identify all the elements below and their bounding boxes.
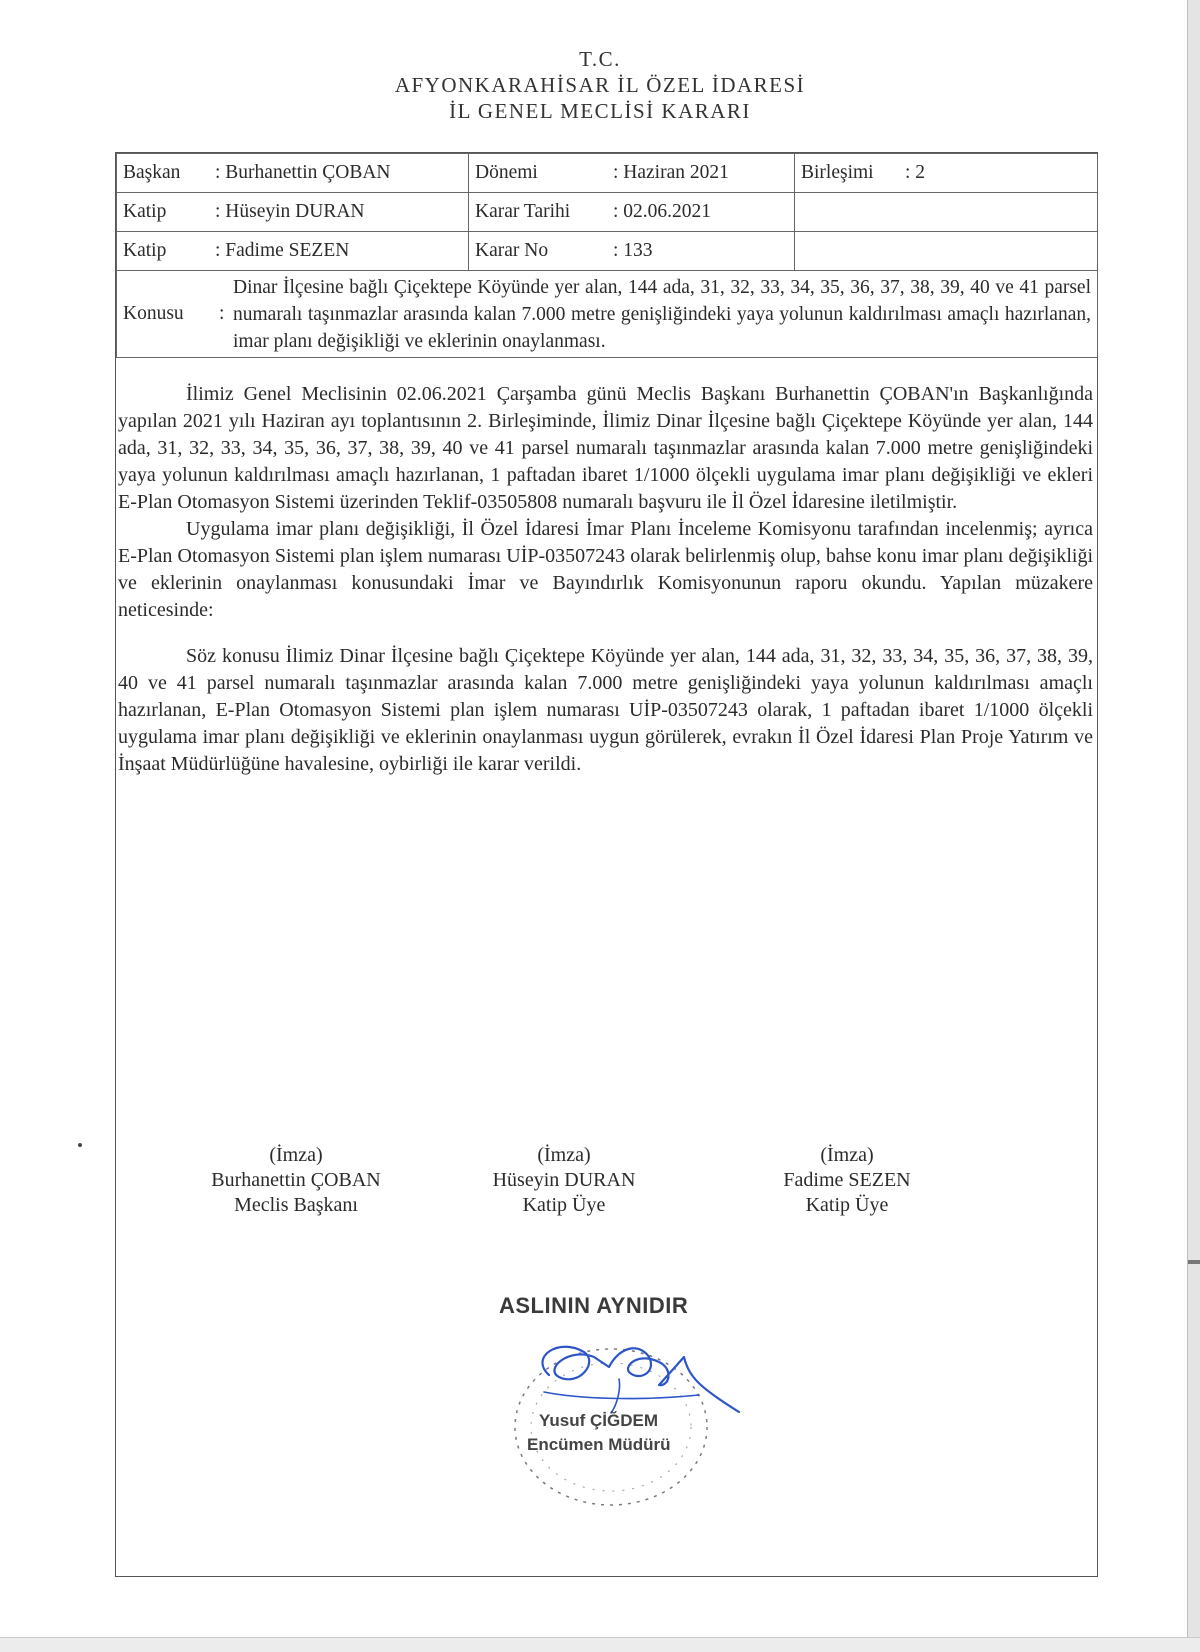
- header-tc: T.C.: [579, 47, 621, 71]
- empty-cell-1: [795, 193, 1098, 232]
- signature-imza: (İmza): [269, 1144, 323, 1166]
- baskan-label: Başkan: [123, 162, 181, 183]
- stamp-name: Yusuf ÇİĞDEM: [539, 1411, 659, 1430]
- donemi-label: Dönemi: [475, 162, 538, 183]
- meta-row-katip2: [117, 232, 1098, 271]
- katip1-label: Katip: [123, 201, 167, 222]
- karar-no-value: : 133: [613, 240, 653, 261]
- signature-katip-1: [444, 1143, 684, 1218]
- signature-imza: (İmza): [537, 1144, 591, 1166]
- body-paragraph-2: Uygulama imar planı değişikliği, İl Özel İdaresi İmar Planı İnceleme Komisyonu tarafından incelenmiş; ayrıca E-Plan Otomasyon Sistemi plan işlem numarası UİP-03507243 olarak belirlenmiş olup, bahse konu imar planı değişikliği ve eklerinin onaylanması konusundaki İmar ve Bayındırlık Komisyonunun raporu okundu. Yapılan müzakere neticesinde:: [118, 518, 1093, 621]
- karar-no-cell: [469, 232, 795, 271]
- signature-baskan: [176, 1143, 416, 1218]
- katip2-label: Katip: [123, 240, 167, 261]
- donemi-value: : Haziran 2021: [613, 162, 729, 183]
- certified-copy-stamp: [499, 1293, 759, 1513]
- document-header: [0, 46, 1200, 124]
- birlesimi-label: Birleşimi: [801, 162, 874, 183]
- signature-name: Burhanettin ÇOBAN: [211, 1169, 381, 1191]
- meta-table: [116, 153, 1098, 358]
- birlesimi-value: : 2: [905, 162, 926, 183]
- signature-katip-2: [727, 1143, 967, 1218]
- scan-edge-mark: [1188, 1260, 1200, 1264]
- signature-role: Meclis Başkanı: [234, 1194, 358, 1216]
- signature-name: Hüseyin DURAN: [492, 1169, 636, 1191]
- katip1-value: : Hüseyin DURAN: [215, 201, 365, 222]
- karar-tarihi-cell: [469, 193, 795, 232]
- stamp-title: Encümen Müdürü: [527, 1435, 671, 1454]
- katip2-cell: [117, 232, 469, 271]
- scan-page-edge-bottom: [0, 1637, 1200, 1652]
- meta-row-baskan: [117, 154, 1098, 193]
- konusu-label: Konusu: [123, 303, 184, 324]
- konusu-text: Dinar İlçesine bağlı Çiçektepe Köyünde yer alan, 144 ada, 31, 32, 33, 34, 35, 36, 37, 38, 39, 40 ve 41 parsel numaralı taşınmazlar arasında kalan 7.000 metre genişliğindeki yaya yolunun kaldırılması amaçlı hazırlanan, imar planı değişikliği ve eklerinin onaylanması.: [233, 276, 1091, 352]
- decision-body: [116, 381, 1097, 778]
- karar-no-label: Karar No: [475, 240, 549, 261]
- signature-role: Katip Üye: [805, 1194, 889, 1216]
- document-frame: [115, 152, 1098, 1577]
- baskan-value: : Burhanettin ÇOBAN: [215, 162, 391, 183]
- meta-row-konusu: [117, 271, 1098, 358]
- signature-block: [116, 1143, 1097, 1233]
- scan-page-edge-right: [1187, 0, 1200, 1652]
- signature-imza: (İmza): [820, 1144, 874, 1166]
- karar-tarihi-label: Karar Tarihi: [475, 201, 571, 222]
- header-institution: AFYONKARAHİSAR İL ÖZEL İDARESİ: [394, 73, 806, 97]
- body-paragraph-1: İlimiz Genel Meclisinin 02.06.2021 Çarşamba günü Meclis Başkanı Burhanettin ÇOBAN'ın Başkanlığında yapılan 2021 yılı Haziran ayı toplantısının 2. Birleşiminde, İlimiz Dinar İlçesine bağlı Çiçektepe Köyünde yer alan, 144 ada, 31, 32, 33, 34, 35, 36, 37, 38, 39, 40 ve 41 parsel numaralı taşınmazlar arasında kalan 7.000 metre genişliğindeki yaya yolunun kaldırılması amaçlı hazırlanan, 1 paftadan ibaret 1/1000 ölçekli uygulama imar planı değişikliği ve ekleri E-Plan Otomasyon Sistemi üzerinden Teklif-03505808 numaralı başvuru ile İl Özel İdaresine iletilmiştir.: [118, 383, 1093, 513]
- signature-role: Katip Üye: [522, 1194, 606, 1216]
- donemi-cell: [469, 154, 795, 193]
- karar-tarihi-value: : 02.06.2021: [613, 201, 712, 222]
- birlesimi-cell: [795, 154, 1098, 193]
- scan-speck: [78, 1143, 82, 1147]
- body-paragraph-3: Söz konusu İlimiz Dinar İlçesine bağlı Çiçektepe Köyünde yer alan, 144 ada, 31, 32, 33, 34, 35, 36, 37, 38, 39, 40 ve 41 parsel numaralı taşınmazlar arasında kalan 7.000 metre genişliğindeki yaya yolunun kaldırılması amaçlı hazırlanan, E-Plan Otomasyon Sistemi plan işlem numarası UİP-03507243 olarak, 1 paftadan ibaret 1/1000 ölçekli uygulama imar planı değişikliği ve eklerinin onaylanması uygun görülerek, evrakın İl Özel İdaresi Plan Proje Yatırım ve İnşaat Müdürlüğüne havalesine, oybirliği ile karar verildi.: [118, 645, 1093, 775]
- stamp-heading: ASLININ AYNIDIR: [499, 1293, 689, 1318]
- signature-name: Fadime SEZEN: [783, 1169, 911, 1191]
- katip1-cell: [117, 193, 469, 232]
- konusu-colon: :: [219, 303, 225, 324]
- header-decision-title: İL GENEL MECLİSİ KARARI: [449, 99, 751, 123]
- baskan-cell: [117, 154, 469, 193]
- katip2-value: : Fadime SEZEN: [215, 240, 350, 261]
- meta-row-katip1: [117, 193, 1098, 232]
- empty-cell-2: [795, 232, 1098, 271]
- konusu-cell: [117, 271, 1098, 358]
